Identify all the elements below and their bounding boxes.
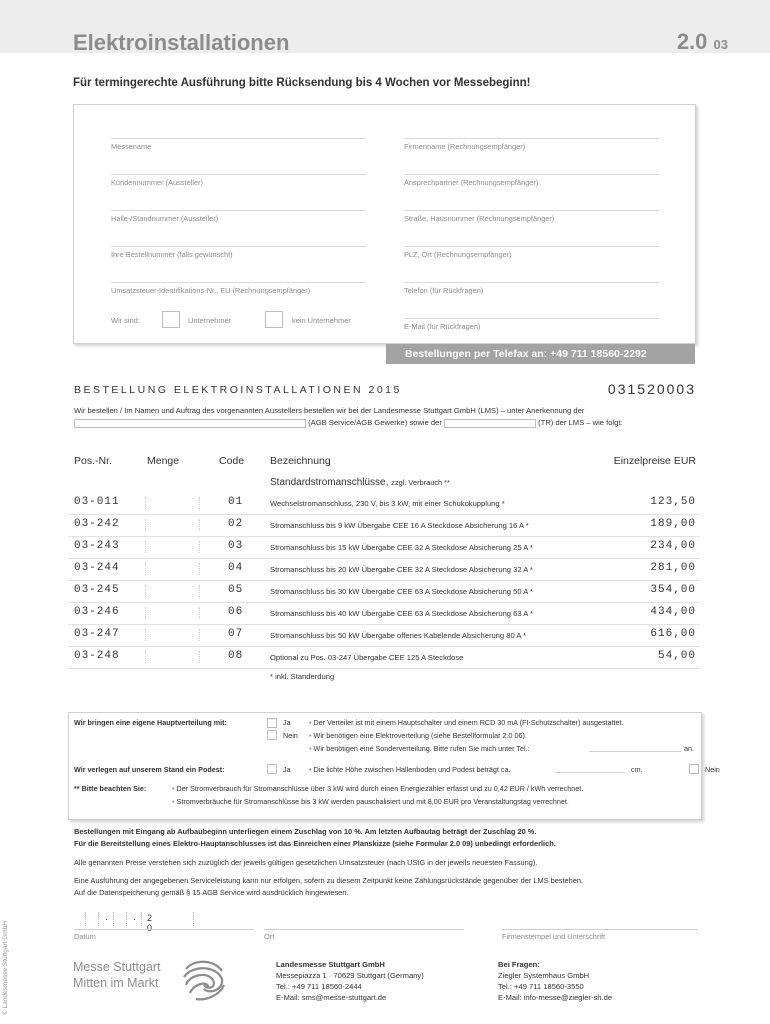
checkbox-hv-ja[interactable] [267, 718, 277, 728]
payment-note: Eine Ausführung der angegebenen Serviceleistung kann nur erfolgen, sofern zu diesem Zeitpunkt keine Zahlungsrückstände gegenüber der LMS bestehen. [74, 876, 584, 885]
section-title-main: Standardstromanschlüsse, [270, 477, 389, 488]
row-code: 03 [228, 540, 244, 552]
row-description: Stromanschluss bis 30 kW Übergabe CEE 63 A Steckdose Absicherung 50 A * [270, 587, 533, 596]
order-title: BESTELLUNG ELEKTROINSTALLATIONEN 2015 [74, 384, 402, 396]
table-row-line [68, 558, 700, 559]
copyright: © Landesmesse Stuttgart GmbH [2, 920, 9, 1015]
row-code: 06 [228, 606, 244, 618]
tel-blank[interactable] [589, 751, 681, 752]
hinweis-b2: • Stromverbräuche für Stromanschlüsse bis 3 kW werden pauschalisiert und mit 8,00 EUR pro Veranstaltungstag verrechnet. [172, 797, 569, 806]
row-code: 05 [228, 584, 244, 596]
field-halle[interactable]: Halle-/Standnummer (Aussteller) [111, 210, 366, 223]
q-podest [74, 765, 225, 774]
table-row-line [68, 580, 700, 581]
date-digit[interactable] [115, 912, 127, 926]
q-hinweis [74, 784, 146, 793]
hoehe-blank[interactable] [555, 772, 625, 773]
date-digit[interactable] [182, 912, 194, 926]
row-price: 54,00 [657, 650, 696, 662]
addr-lms-email[interactable]: E-Mail: sms@messe-stuttgart.de [276, 993, 387, 1002]
q-hauptverteilung [74, 718, 227, 727]
row-code: 02 [228, 518, 244, 530]
form-page: 03 [713, 37, 728, 52]
date-digit[interactable] [195, 912, 207, 926]
row-price: 123,50 [650, 496, 696, 508]
checkbox-podest-nein[interactable] [689, 764, 699, 774]
table-row-line [68, 646, 700, 647]
agb-text: (AGB Service/AGB Gewerke) sowie der [308, 418, 442, 427]
customer-form [73, 104, 696, 344]
field-ustid[interactable]: Umsatzsteuer-Identifikations-Nr., EU (Rechnungsempfänger) [111, 282, 366, 295]
podest-b1: • Die lichte Höhe zwischen Hallenboden und Podest beträgt ca. [309, 765, 511, 774]
messe-logo-icon [180, 955, 228, 1003]
field-ansprechpartner[interactable]: Ansprechpartner (Rechnungsempfänger) [404, 174, 659, 187]
checkbox-unternehmer[interactable] [162, 311, 180, 328]
row-quantity-input[interactable] [145, 629, 200, 641]
addr-ziegler-name: Ziegler Systemhaus GmbH [498, 971, 590, 980]
hv-nein-label: Nein [283, 731, 298, 740]
row-quantity-input[interactable] [145, 607, 200, 619]
q-hauptverteilung-text: Wir bringen eine eigene Hauptverteilung mit: [74, 718, 227, 727]
col-preis: Einzelpreise EUR [613, 455, 696, 467]
field-strasse[interactable]: Straße, Hausnummer (Rechnungsempfänger) [404, 210, 659, 223]
row-pos-nr: 03-247 [74, 628, 120, 640]
row-pos-nr: 03-246 [74, 606, 120, 618]
date-dot: . [128, 912, 142, 926]
logo-messe-stuttgart: Messe Stuttgart [73, 960, 161, 974]
date-year: 2 0 [147, 913, 157, 933]
fax-banner: Bestellungen per Telefax an: +49 711 18560-2292 [386, 344, 695, 364]
checkbox-hv-nein[interactable] [267, 730, 277, 740]
info-box [68, 712, 720, 820]
field-bestellnummer[interactable]: Ihre Bestellnummer (falls gewünscht) [111, 246, 366, 259]
row-description: Wechselstromanschluss, 230 V, bis 3 kW, mit einer Schukokupplung * [270, 499, 505, 508]
row-price: 189,00 [650, 518, 696, 530]
address-lms [276, 959, 424, 1003]
section-title [270, 477, 450, 488]
order-intro-line2 [74, 418, 702, 428]
addr-lms-street: Messepiazza 1 · 70629 Stuttgart (Germany) [276, 971, 424, 980]
vat-note: Alle genannten Preise verstehen sich zuzüglich der jeweils gültigen gesetzlichen Umsatzsteuer (nach UStG in der jeweils neuesten Fassung). [74, 858, 538, 867]
addr-lms-name: Landesmesse Stuttgart GmbH [276, 960, 385, 969]
hv-b1-text: Der Verteiler ist mit einem Hauptschalter und einem RCD 30 mA (FI-Schutzschalter) ausgestattet. [313, 718, 624, 727]
field-plz-ort[interactable]: PLZ, Ort (Rechnungsempfänger) [404, 246, 659, 259]
hv-b2-text: Wir benötigen eine Elektroverteilung (siehe Bestellformular 2.0 06). [313, 731, 527, 740]
hv-ja-label: Ja [283, 718, 291, 727]
field-messename[interactable]: Messename [111, 138, 366, 151]
row-price: 234,00 [650, 540, 696, 552]
form-number-main: 2.0 [676, 29, 708, 54]
addr-lms-tel: Tel.: +49 711 18560-2444 [276, 982, 362, 991]
hv-b2: • Wir benötigen eine Elektroverteilung (siehe Bestellformular 2.0 06). [309, 731, 527, 740]
datum-label: Datum [74, 929, 254, 941]
row-pos-nr: 03-011 [74, 496, 120, 508]
row-quantity-input[interactable] [145, 585, 200, 597]
podest-b1-text: Die lichte Höhe zwischen Hallenboden und Podest beträgt ca. [313, 765, 511, 774]
row-quantity-input[interactable] [145, 563, 200, 575]
table-row-line [68, 536, 700, 537]
surcharge-note: Bestellungen mit Eingang ab Aufbaubeginn unterliegen einem Zuschlag von 10 %. Am letzten Aufbautag beträgt der Zuschlag 20 %. [74, 827, 537, 836]
date-digit[interactable] [74, 912, 86, 926]
section-title-suffix: zzgl. Verbrauch ** [391, 478, 450, 487]
col-code: Code [219, 455, 245, 467]
field-telefon[interactable]: Telefon (für Rückfragen) [404, 282, 659, 295]
hv-b3-end: an. [684, 744, 694, 753]
podest-ja-label: Ja [283, 765, 291, 774]
date-dot: . [100, 912, 114, 926]
date-digit[interactable] [87, 912, 99, 926]
row-pos-nr: 03-244 [74, 562, 120, 574]
row-quantity-input[interactable] [145, 541, 200, 553]
row-code: 01 [228, 496, 244, 508]
col-bezeichnung: Bezeichnung [270, 455, 331, 467]
address-ziegler [498, 959, 612, 1003]
table-row-line [68, 514, 700, 515]
hinweis-b1-text: Der Stromverbrauch für Stromanschlüsse über 3 kW wird durch einen Energiezähler erfasst und zu 0,42 EUR / kWh verrechnet. [176, 784, 584, 793]
row-code: 08 [228, 650, 244, 662]
col-menge: Menge [147, 455, 180, 467]
order-number: 031520003 [607, 381, 696, 397]
planskizze-note: Für die Bereitstellung eines Elektro-Hauptanschlusses ist das Einreichen einer Planskizze (siehe Formular 2.0 09) unbedingt erforderlich. [74, 839, 556, 848]
addr-ziegler-heading: Bei Fragen: [498, 960, 540, 969]
podest-nein-label: Nein [705, 765, 720, 774]
row-code: 04 [228, 562, 244, 574]
order-intro: Wir bestellen / Im Namen und Auftrag des vorgenannten Ausstellers bestellen wir bei der Landesmesse Stuttgart GmbH (LMS) – unter Anerkennung der [74, 406, 585, 415]
form-number [677, 29, 728, 55]
row-quantity-input[interactable] [145, 497, 200, 509]
col-pos: Pos.-Nr. [74, 455, 112, 467]
field-firmenname[interactable]: Firmenname (Rechnungsempfänger) [404, 138, 659, 151]
row-price: 354,00 [650, 584, 696, 596]
hv-b3-text: Wir benötigen eine Sonderverteilung. Bitte rufen Sie mich unter Tel.: [313, 744, 530, 753]
podest-cm: cm. [631, 765, 643, 774]
table-row-line [68, 602, 700, 603]
row-description: Optional zu Pos. 03-247 Übergabe CEE 125 A Steckdose [270, 653, 464, 662]
row-quantity-input[interactable] [145, 519, 200, 531]
addr-ziegler-tel: Tel.: +49 711 18560-3550 [498, 982, 584, 991]
row-pos-nr: 03-245 [74, 584, 120, 596]
page-title: Elektroinstallationen [73, 30, 290, 55]
hv-b3: • Wir benötigen eine Sonderverteilung. Bitte rufen Sie mich unter Tel.: [309, 744, 530, 753]
wir-sind-label: Wir sind: [111, 316, 140, 325]
data-note: Auf die Datenspeicherung gemäß § 15 AGB Service wird ausdrücklich hingewiesen. [74, 888, 349, 897]
row-price: 281,00 [650, 562, 696, 574]
logo-tagline: Mitten im Markt [73, 976, 159, 990]
tr-text: (TR) der LMS – wie folgt: [538, 418, 623, 427]
q-podest-text: Wir verlegen auf unserem Stand ein Podest: [74, 765, 225, 774]
kein-unternehmer-label: kein Unternehmer [292, 316, 351, 325]
row-code: 07 [228, 628, 244, 640]
unternehmer-label: Unternehmer [188, 316, 232, 325]
row-description: Stromanschluss bis 15 kW Übergabe CEE 32 A Steckdose Absicherung 25 A * [270, 543, 533, 552]
row-price: 616,00 [650, 628, 696, 640]
row-description: Stromanschluss bis 40 kW Übergabe CEE 63 A Steckdose Absicherung 63 A * [270, 609, 533, 618]
table-footnote: * inkl. Standerdung [270, 672, 335, 681]
row-description: Stromanschluss bis 20 kW Übergabe CEE 32 A Steckdose Absicherung 32 A * [270, 565, 533, 574]
agb-blank[interactable] [74, 419, 306, 428]
hinweis-b2-text: Stromverbräuche für Stromanschlüsse bis 3 kW werden pauschalisiert und mit 8,00 EUR pro Veranstaltungstag verrechnet. [176, 797, 569, 806]
stempel-label[interactable]: Firmenstempel und Unterschrift [502, 929, 698, 941]
row-price: 434,00 [650, 606, 696, 618]
table-row-line [68, 668, 700, 669]
field-kundennummer[interactable]: Kundennummer (Aussteller) [111, 174, 366, 187]
row-pos-nr: 03-248 [74, 650, 120, 662]
ort-label[interactable]: Ort [264, 929, 464, 941]
q-hinweis-text: ** Bitte beachten Sie: [74, 784, 147, 793]
table-row-line [68, 624, 700, 625]
row-pos-nr: 03-242 [74, 518, 120, 530]
row-description: Stromanschluss bis 9 kW Übergabe CEE 16 A Steckdose Absicherung 16 A * [270, 521, 529, 530]
deadline-notice: Für termingerechte Ausführung bitte Rücksendung bis 4 Wochen vor Messebeginn! [73, 77, 531, 89]
hv-b1: • Der Verteiler ist mit einem Hauptschalter und einem RCD 30 mA (FI-Schutzschalter) ausgestattet. [309, 718, 624, 727]
addr-ziegler-email[interactable]: E-Mail: info-messe@ziegler-sh.de [498, 993, 613, 1002]
tr-blank[interactable] [444, 419, 536, 428]
row-quantity-input[interactable] [145, 651, 200, 663]
row-description: Stromanschluss bis 50 kW Übergabe offenes Kabelende Absicherung 80 A * [270, 631, 527, 640]
checkbox-podest-ja[interactable] [267, 764, 277, 774]
row-pos-nr: 03-243 [74, 540, 120, 552]
hinweis-b1: • Der Stromverbrauch für Stromanschlüsse über 3 kW wird durch einen Energiezähler erfasst und zu 0,42 EUR / kWh verrechnet. [172, 784, 584, 793]
field-email[interactable]: E-Mail (für Rückfragen) [404, 318, 659, 331]
checkbox-kein-unternehmer[interactable] [265, 311, 283, 328]
